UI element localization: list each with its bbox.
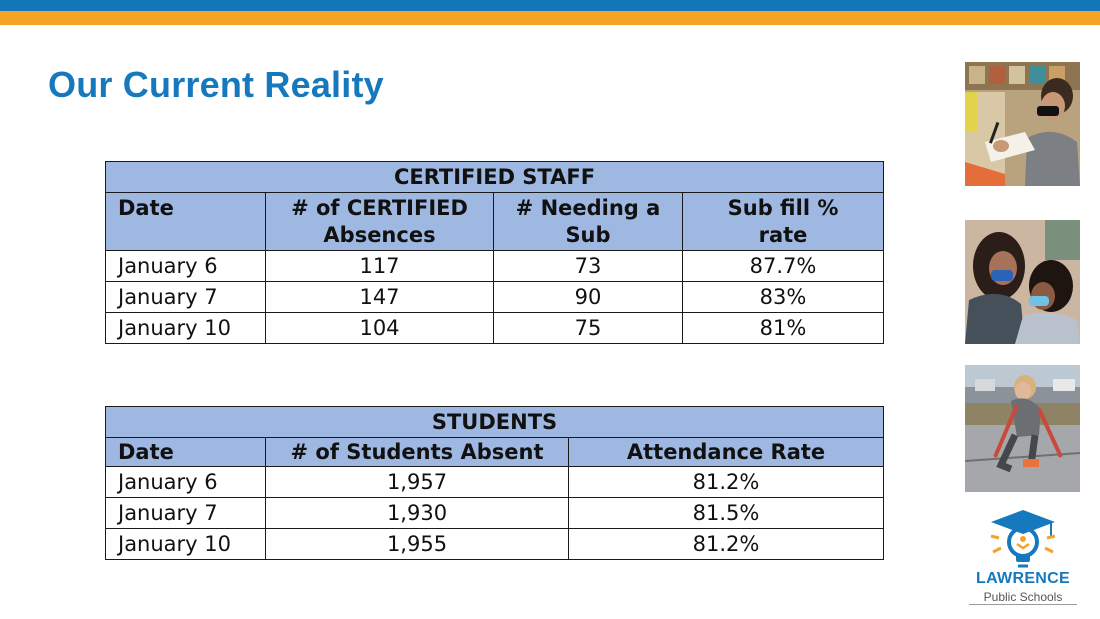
cell-fill-rate: 87.7%	[683, 251, 884, 282]
header-text-line: # of CERTIFIED	[291, 195, 468, 220]
logo-subtitle: Public Schools	[983, 590, 1063, 604]
header-text-line: # Needing a	[515, 195, 661, 220]
column-header-students-absent: # of Students Absent	[266, 438, 569, 467]
cell-students-absent: 1,930	[266, 498, 569, 529]
cell-students-absent: 1,955	[266, 529, 569, 560]
column-header-needing-sub	[494, 193, 683, 251]
top-blue-band	[0, 0, 1100, 11]
certified-staff-table	[105, 161, 884, 344]
table-row	[106, 313, 884, 344]
table-caption: STUDENTS	[106, 407, 884, 438]
table-row	[106, 251, 884, 282]
cell-attendance-rate: 81.2%	[569, 467, 884, 498]
header-text-line: Sub fill %	[727, 195, 839, 220]
logo-divider	[969, 604, 1077, 605]
table-row	[106, 467, 884, 498]
students-table	[105, 406, 884, 560]
header-text-line: Sub	[565, 222, 611, 247]
cell-attendance-rate: 81.2%	[569, 529, 884, 560]
header-text-line: rate	[758, 222, 808, 247]
cell-needing-sub: 90	[494, 282, 683, 313]
table-caption-row	[106, 162, 884, 193]
cell-attendance-rate: 81.5%	[569, 498, 884, 529]
table-header-row	[106, 438, 884, 467]
column-header-date	[106, 193, 266, 251]
cell-date: January 7	[106, 498, 266, 529]
cell-needing-sub: 75	[494, 313, 683, 344]
student-running-photo	[965, 365, 1080, 492]
column-header-sub-fill-rate	[683, 193, 884, 251]
header-text-line: Absences	[323, 222, 436, 247]
lawrence-public-schools-logo	[963, 508, 1083, 608]
logo-wordmark: LAWRENCE	[976, 570, 1070, 587]
cell-date: January 10	[106, 313, 266, 344]
table-row	[106, 282, 884, 313]
table-header-row	[106, 193, 884, 251]
students-masks-photo	[965, 220, 1080, 344]
cell-absences: 147	[266, 282, 494, 313]
cell-absences: 104	[266, 313, 494, 344]
cell-date: January 6	[106, 467, 266, 498]
graduation-bulb-icon	[963, 508, 1083, 570]
column-header-attendance-rate: Attendance Rate	[569, 438, 884, 467]
column-header-date: Date	[106, 438, 266, 467]
table-caption-row	[106, 407, 884, 438]
page-title: Our Current Reality	[48, 64, 384, 105]
column-header-certified-absences	[266, 193, 494, 251]
cell-fill-rate: 83%	[683, 282, 884, 313]
header-text: Date	[118, 196, 174, 220]
cell-date: January 10	[106, 529, 266, 560]
top-orange-band	[0, 11, 1100, 25]
cell-absences: 117	[266, 251, 494, 282]
table-row	[106, 529, 884, 560]
table-caption: CERTIFIED STAFF	[106, 162, 884, 193]
table-row	[106, 498, 884, 529]
student-writing-photo	[965, 62, 1080, 186]
cell-date: January 7	[106, 282, 266, 313]
cell-date: January 6	[106, 251, 266, 282]
cell-students-absent: 1,957	[266, 467, 569, 498]
cell-fill-rate: 81%	[683, 313, 884, 344]
cell-needing-sub: 73	[494, 251, 683, 282]
